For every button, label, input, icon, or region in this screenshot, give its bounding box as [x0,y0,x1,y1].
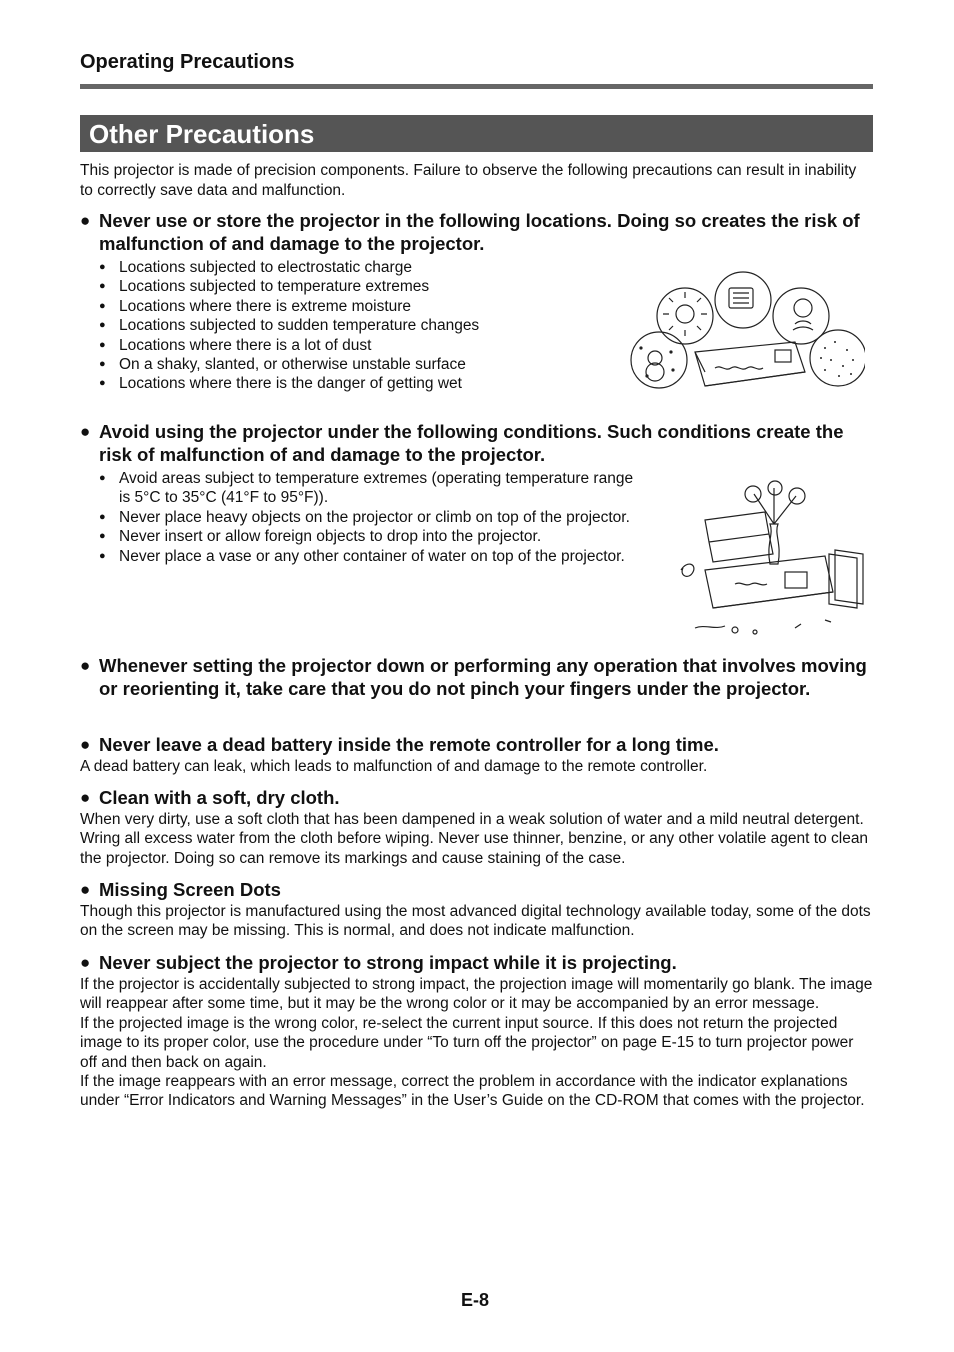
running-header: Operating Precautions [80,51,295,73]
small-bullet-icon: ● [99,299,106,312]
list-item: ● Never insert or allow foreign objects to drop into the projector. [99,528,542,546]
heavy-objects-icon [705,512,773,562]
page-number: E-8 [461,1290,490,1310]
small-bullet-icon: ● [99,280,106,293]
list-item: ● Locations subjected to sudden temperature changes [99,317,480,335]
block6-heading-text: Missing Screen Dots [99,879,281,900]
list-item: ● Locations where there is a lot of dust [99,336,372,354]
small-bullet-icon: ● [99,338,106,351]
small-bullet-icon: ● [99,358,106,371]
list-item: ● Never place heavy objects on the projector or climb on top of the projector. [99,508,630,526]
list-item: ● Locations subjected to temperature extremes [99,278,430,296]
projector-objects-illustration [675,480,870,640]
block3-heading [80,654,873,700]
block4-heading [80,733,873,756]
list-item: ● Locations where there is extreme moisture [99,297,412,315]
bullet-icon: ● [80,880,91,899]
bullet-icon: ● [80,788,91,807]
section-title: Other Precautions [89,119,315,149]
list-item: ● Avoid areas subject to temperature extremes (operating temperature range is 5°C to 35°C (41°F to 95°F)). [99,470,634,507]
list-item: ● Never place a vase or any other container of water on top of the projector. [99,547,625,565]
block5-heading [80,786,873,809]
intro-paragraph: This projector is made of precision components. Failure to observe the following precautions can result in inability to correctly save data and malfunction. [80,162,857,199]
section-title-bar [80,115,873,152]
small-bullet-icon: ● [99,377,106,390]
block7-heading-text: Never subject the projector to strong impact while it is projecting. [99,952,677,973]
block1-heading [80,209,873,255]
clip-icon [681,564,694,576]
block7-paragraph-3: If the image reappears with an error message, correct the problem in accordance with the indicator explanations under “Error Indicators and Warning Messages” in the User’s Guide on the CD-ROM that comes with the projector. [80,1073,865,1110]
block7-paragraph-1: If the projector is accidentally subjected to strong impact, the projection image will momentarily go blank. The image will reappear after some time, but it may be the wrong color or it may be accompanied by an error message. [80,976,873,1013]
list-item: ● Locations subjected to electrostatic charge [99,259,412,276]
block6-heading [80,878,873,901]
block5-heading-text: Clean with a soft, dry cloth. [99,787,340,808]
dust-bubble-icon [810,330,865,386]
block7-heading [80,951,873,974]
list-item: ● Locations where there is the danger of getting wet [99,375,462,393]
block2-heading [80,420,873,466]
block3-heading-text: Whenever setting the projector down or performing any operation that involves moving or reorienting it, take care that you do not pinch your fingers under the projector. [99,655,867,699]
small-bullet-icon: ● [99,261,106,273]
bullet-icon: ● [80,211,91,230]
heater-bubble-icon [715,272,771,328]
block1-heading-text: Never use or store the projector in the following locations. Doing so creates the risk of malfunction of and damage to the projector. [99,210,860,254]
projector-hazards-illustration [625,268,865,398]
small-bullet-icon: ● [99,510,106,523]
block4-heading-text: Never leave a dead battery inside the remote controller for a long time. [99,734,719,755]
bullet-icon: ● [80,735,91,754]
block7-paragraph-2: If the projected image is the wrong color, re-select the current input source. If this does not return the projected image to its proper color, use the procedure under “To turn off the projector” on page E-15 to turn projector power off and then back on again. [80,1014,854,1071]
books-icon [829,550,863,608]
header-rule [80,84,873,89]
block7-body [80,975,873,1111]
block2-heading-text: Avoid using the projector under the following conditions. Such conditions create the risk of malfunction of and damage to the projector. [99,421,844,465]
small-bullet-icon: ● [99,319,106,332]
block6-body: Though this projector is manufactured using the most advanced digital technology available today, some of the dots on the screen may be missing. This is normal, and does not indicate malfunction. [80,903,871,940]
small-bullet-icon: ● [99,549,106,562]
block5-body: When very dirty, use a soft cloth that has been dampened in a weak solution of water and a mild neutral detergent. Wring all excess water from the cloth before wiping. Never use thinner, benzine, or any other volatile agent to clean the projector. Doing so can remove its markings and cause staining of the case. [80,811,869,867]
bullet-icon: ● [80,953,91,972]
block2-list [99,469,639,566]
bullet-icon: ● [80,656,91,675]
bullet-icon: ● [80,422,91,441]
list-item: ● On a shaky, slanted, or otherwise unstable surface [99,356,466,374]
block4-body: A dead battery can leak, which leads to malfunction of and damage to the remote controller. [80,758,708,775]
small-bullet-icon: ● [99,530,106,543]
small-bullet-icon: ● [99,472,106,484]
block1-list [99,258,639,394]
